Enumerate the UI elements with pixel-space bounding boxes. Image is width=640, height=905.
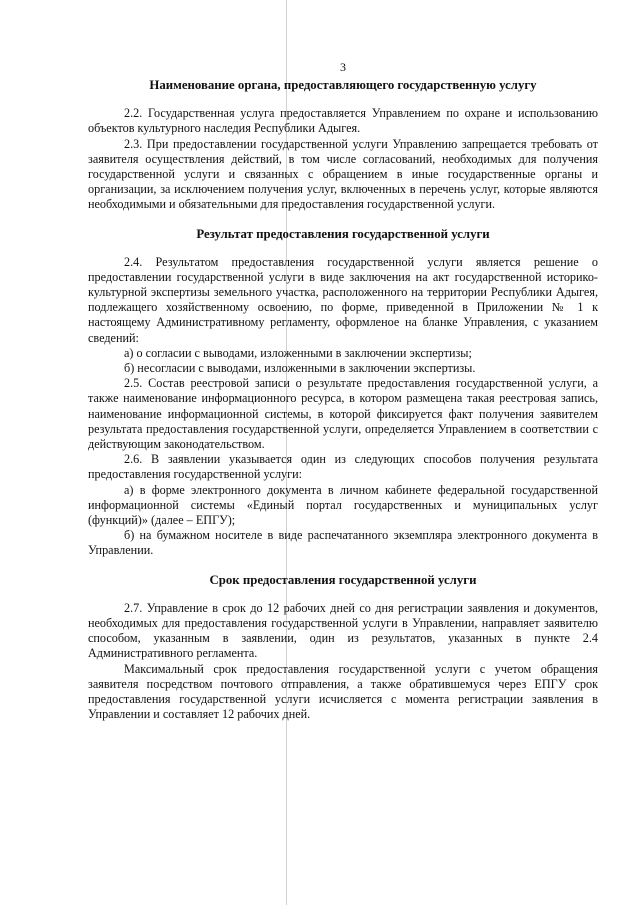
- paragraph-2-5: 2.5. Состав реестровой записи о результате предоставления государственной услуги, а также наименование информационного ресурса, в котором размещена такая реестровая запись, наименование информационной системы, в которой фиксируется факт получения заявителем результата предоставления государственной услуги, определяется Управлением в соответствии с действующим законодательством.: [88, 376, 598, 452]
- list-item-b-paper: б) на бумажном носителе в виде распечатанного экземпляра электронного документа в Управлении.: [88, 528, 598, 558]
- section-heading-term: Срок предоставления государственной услуги: [209, 572, 477, 587]
- section-heading-authority: Наименование органа, предоставляющего государственную услугу: [149, 78, 537, 93]
- section-authority: [88, 78, 598, 212]
- paragraph-2-4: 2.4. Результатом предоставления государственной услуги является решение о предоставлении государственной услуги в виде заключения на акт государственной историко-культурной экспертизы земельного участка, расположенного на территории Республики Адыгея, подлежащего хозяйственному освоению, по форме, приведенной в Приложении № 1 к настоящему Административному регламенту, оформленое на бланке Управления, с указанием сведений:: [88, 254, 598, 345]
- list-item-a-consent: а) о согласии с выводами, изложенными в заключении экспертизы;: [124, 345, 472, 360]
- paragraph-2-3: 2.3. При предоставлении государственной услуги Управлению запрещается требовать от заявителя осуществления действий, в том числе согласований, необходимых для получения государственной услуги и связанных с обращением в иные государственные органы и организации, за исключением получения услуг, включенных в перечень услуг, которые являются необходимыми и обязательными для предоставления государственной услуги.: [88, 136, 598, 212]
- list-item-b-disagreement: б) несогласии с выводами, изложенными в заключении экспертизы.: [124, 361, 476, 376]
- paragraph-2-7: 2.7. Управление в срок до 12 рабочих дней со дня регистрации заявления и документов, необходимых для предоставления государственной услуги в Управлении, направляет заявителю способом, указанным в заявлении, один из результатов, указанных в пункте 2.4 Административного регламента.: [88, 600, 598, 661]
- section-heading-result: Результат предоставления государственной услуги: [196, 226, 490, 241]
- list-item-a-electronic: а) в форме электронного документа в личном кабинете федеральной государственной информационной системы «Единый портал государственных и муниципальных услуг (функций)» (далее – ЕПГУ);: [88, 482, 598, 528]
- document-page: [88, 60, 598, 722]
- section-result: [88, 227, 598, 559]
- page-number: 3: [340, 60, 346, 74]
- paragraph-max-term: Максимальный срок предоставления государственной услуги с учетом обращения заявителя посредством почтового отправления, а также обратившемуся через ЕПГУ срок предоставления государственной услуги исчисляется с момента регистрации заявления в Управлении и составляет 12 рабочих дней.: [88, 661, 598, 722]
- paragraph-2-2: 2.2. Государственная услуга предоставляется Управлением по охране и использованию объектов культурного наследия Республики Адыгея.: [88, 106, 598, 136]
- section-term: [88, 573, 598, 723]
- paragraph-2-6: 2.6. В заявлении указывается один из следующих способов получения результата предоставления государственной услуги:: [88, 452, 598, 482]
